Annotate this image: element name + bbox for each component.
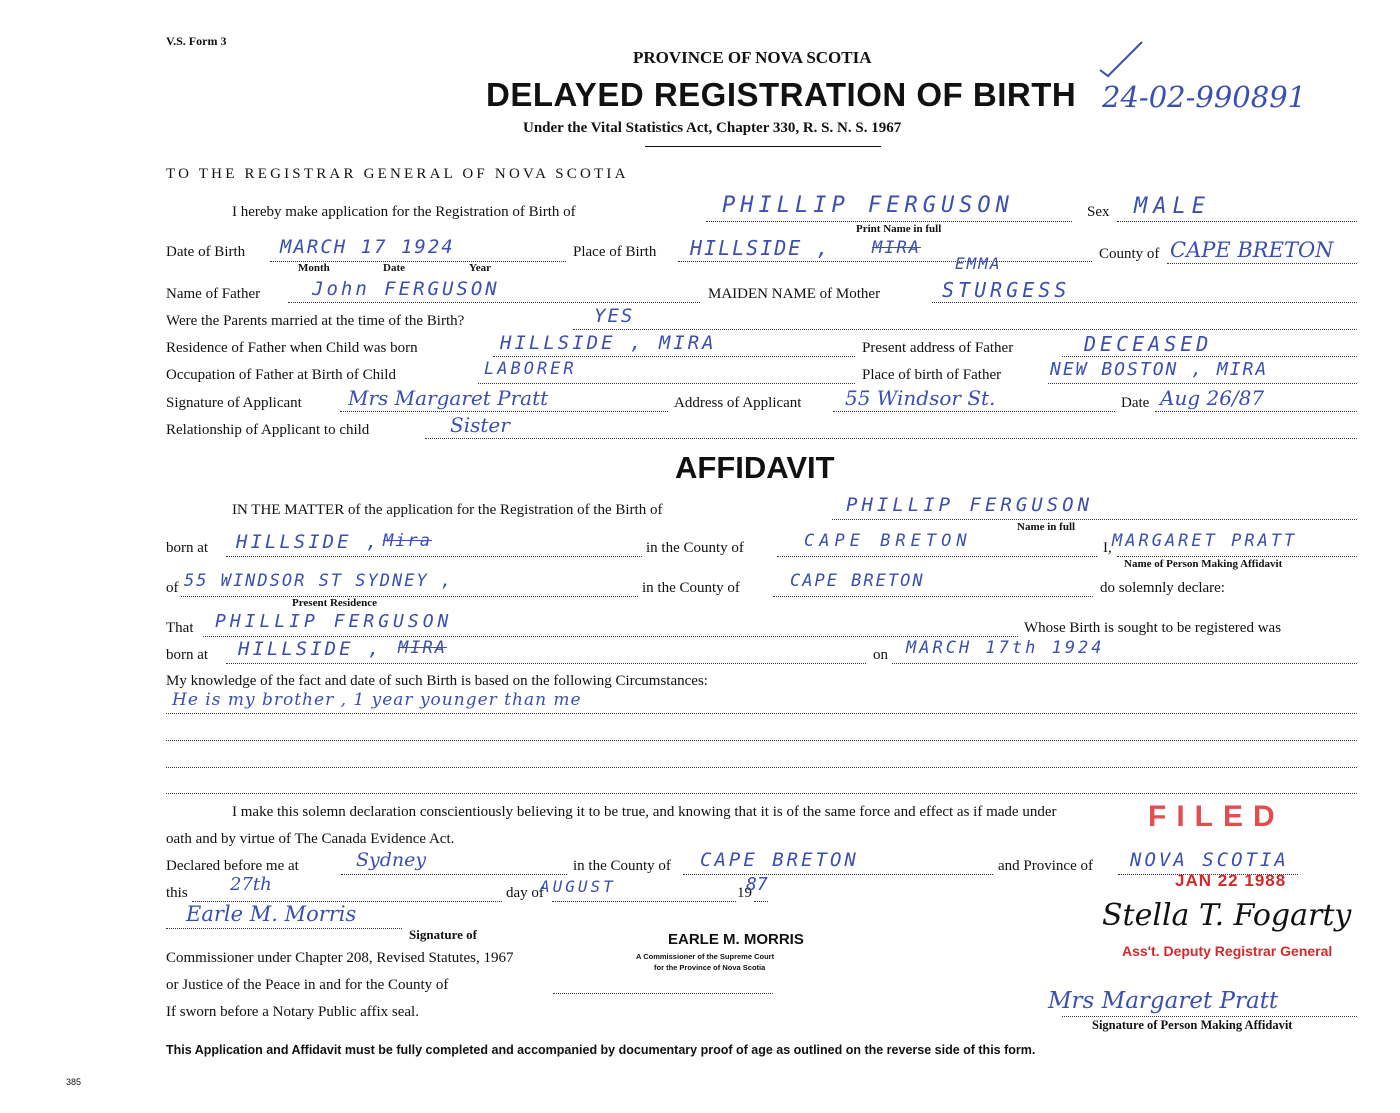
dotted-line xyxy=(777,556,1097,557)
dotted-line xyxy=(1062,356,1357,357)
label-date-sub: Date xyxy=(383,262,405,274)
dotted-line xyxy=(1117,556,1357,557)
label-solemn-2: oath and by virtue of The Canada Evidence Act. xyxy=(166,831,455,847)
label-month: Month xyxy=(298,262,330,274)
dotted-line xyxy=(166,767,1357,768)
value-declarant: MARGARET PRATT xyxy=(1112,531,1298,551)
dotted-line xyxy=(773,596,1093,597)
label-sex: Sex xyxy=(1087,204,1110,220)
label-county: County of xyxy=(1099,246,1160,262)
label-date-of-birth: Date of Birth xyxy=(166,244,246,260)
check-mark-icon xyxy=(1098,40,1146,80)
value-child-name: PHILLIP FERGUSON xyxy=(722,193,1014,218)
label-signature-person: Signature of Person Making Affidavit xyxy=(1092,1018,1293,1032)
dotted-line xyxy=(425,438,1357,439)
dotted-line xyxy=(1167,263,1357,264)
label-signature-applicant: Signature of Applicant xyxy=(166,395,302,411)
value-signature-applicant: Mrs Margaret Pratt xyxy=(348,386,549,410)
registrar-signature: Stella T. Fogarty xyxy=(1102,898,1352,933)
dotted-line xyxy=(478,383,855,384)
dotted-line xyxy=(166,713,1357,714)
dotted-line xyxy=(226,663,866,664)
label-apply: I hereby make application for the Registration of Birth of xyxy=(232,204,576,220)
dotted-line xyxy=(166,793,1357,794)
label-knowledge: My knowledge of the fact and date of such Birth is based on the following Circumstances: xyxy=(166,673,708,689)
form-number: V.S. Form 3 xyxy=(166,34,227,48)
affidavit-heading: AFFIDAVIT xyxy=(675,450,835,485)
value-date-of-birth: MARCH 17 1924 xyxy=(280,236,455,258)
dotted-line xyxy=(1117,221,1357,222)
footer-code: 385 xyxy=(66,1077,82,1087)
label-place-of-birth: Place of Birth xyxy=(573,244,657,260)
value-affidavit-county-2: CAPE BRETON xyxy=(790,571,925,591)
label-occupation: Occupation of Father at Birth of Child xyxy=(166,367,396,383)
stamp-registrar-title: Ass't. Deputy Registrar General xyxy=(1122,943,1333,959)
label-i: I, xyxy=(1103,540,1112,556)
value-on-date: MARCH 17th 1924 xyxy=(906,638,1105,658)
dotted-line xyxy=(932,302,1357,303)
value-county: CAPE BRETON xyxy=(1170,238,1334,262)
stamp-commissioner-line2: for the Province of Nova Scotia xyxy=(654,963,766,972)
dotted-line xyxy=(706,221,1072,222)
footer-note: This Application and Affidavit must be fully completed and accompanied by documentary proof of age as outlined on the reverse side of this form. xyxy=(166,1043,1036,1057)
label-declare: do solemnly declare: xyxy=(1100,580,1225,596)
dotted-line xyxy=(892,663,1357,664)
value-circumstance: He is my brother , 1 year younger than me xyxy=(172,690,582,710)
value-born-at: HILLSIDE , xyxy=(236,531,381,553)
label-signature-of: Signature of xyxy=(409,927,478,942)
dotted-line xyxy=(340,411,668,412)
stamp-filed-date: JAN 22 1988 xyxy=(1175,871,1287,890)
dotted-line xyxy=(553,993,773,994)
dotted-line xyxy=(678,261,1092,262)
dotted-line xyxy=(1062,1016,1357,1017)
registration-number: 24-02-990891 xyxy=(1102,80,1307,114)
value-father: John FERGUSON xyxy=(312,278,500,300)
title-rule xyxy=(645,146,881,147)
value-day: 27th xyxy=(230,874,272,895)
dotted-line xyxy=(166,928,402,929)
dotted-line xyxy=(166,740,1357,741)
value-relationship: Sister xyxy=(450,413,510,437)
dotted-line xyxy=(226,556,642,557)
value-married: YES xyxy=(594,305,635,327)
stamp-commissioner-name: EARLE M. MORRIS xyxy=(668,931,804,948)
label-print-name: Print Name in full xyxy=(856,223,942,235)
label-address-applicant: Address of Applicant xyxy=(674,395,802,411)
value-mother: STURGESS xyxy=(942,278,1071,302)
value-born-at-struck: Mira xyxy=(383,531,432,551)
value-province: NOVA SCOTIA xyxy=(1130,849,1289,871)
label-in-the-matter: IN THE MATTER of the application for the Registration of the Birth of xyxy=(232,502,663,518)
stamp-filed: FILED xyxy=(1148,800,1285,833)
value-place-birth-father: NEW BOSTON , MIRA xyxy=(1050,359,1269,380)
label-residence-father: Residence of Father when Child was born xyxy=(166,340,418,356)
value-declared-place: Sydney xyxy=(356,849,427,871)
commissioner-signature: Earle M. Morris xyxy=(186,902,357,926)
dotted-line xyxy=(754,901,768,902)
label-year: Year xyxy=(469,262,491,274)
label-that: That xyxy=(166,620,194,636)
value-mother-first: EMMA xyxy=(955,254,1002,273)
dotted-line xyxy=(573,329,1357,330)
label-born-at-2: born at xyxy=(166,647,209,663)
page-title: DELAYED REGISTRATION OF BIRTH xyxy=(486,76,1077,113)
label-present-residence: Present Residence xyxy=(292,597,378,609)
label-married: Were the Parents married at the time of the Birth? xyxy=(166,313,465,329)
addressee: TO THE REGISTRAR GENERAL OF NOVA SCOTIA xyxy=(166,166,629,182)
value-place-of-birth: HILLSIDE , xyxy=(690,236,831,260)
label-this: this xyxy=(166,885,188,901)
label-name-person: Name of Person Making Affidavit xyxy=(1124,558,1283,570)
value-present-address: DECEASED xyxy=(1084,332,1213,356)
label-present-address: Present address of Father xyxy=(862,340,1014,356)
value-affidavit-county-3: CAPE BRETON xyxy=(700,849,859,871)
label-of: of xyxy=(166,580,179,596)
dotted-line xyxy=(833,411,1115,412)
dotted-line xyxy=(683,874,993,875)
dotted-line xyxy=(1155,411,1357,412)
dotted-line xyxy=(341,874,567,875)
label-name-in-full: Name in full xyxy=(1017,521,1076,533)
label-in-county-3: in the County of xyxy=(573,858,671,874)
dotted-line xyxy=(493,356,855,357)
label-year-prefix: 19 xyxy=(737,885,752,901)
dotted-line xyxy=(552,901,736,902)
value-sex: MALE xyxy=(1134,194,1211,219)
subtitle: Under the Vital Statistics Act, Chapter 330, R. S. N. S. 1967 xyxy=(523,120,902,136)
dotted-line xyxy=(288,302,700,303)
value-month: AUGUST xyxy=(540,877,616,896)
label-justice: or Justice of the Peace in and for the County of xyxy=(166,977,449,993)
value-that: PHILLIP FERGUSON xyxy=(215,611,453,632)
province-heading: PROVINCE OF NOVA SCOTIA xyxy=(633,48,872,67)
label-province: and Province of xyxy=(998,858,1093,874)
value-address-applicant: 55 Windsor St. xyxy=(845,386,996,410)
label-commissioner: Commissioner under Chapter 208, Revised Statutes, 1967 xyxy=(166,950,514,966)
value-affidavit-name: PHILLIP FERGUSON xyxy=(846,494,1094,516)
label-solemn-1: I make this solemn declaration conscientiously believing it to be true, and knowing that it is of the same force and effect as if made under xyxy=(232,804,1057,820)
label-date: Date xyxy=(1121,395,1150,411)
dotted-line xyxy=(203,636,1018,637)
label-day-of: day of xyxy=(506,885,544,901)
declarant-signature: Mrs Margaret Pratt xyxy=(1048,988,1279,1014)
label-in-county: in the County of xyxy=(646,540,744,556)
label-whose-birth: Whose Birth is sought to be registered was xyxy=(1024,620,1282,636)
dotted-line xyxy=(1048,383,1357,384)
value-born-at-2-struck: MIRA xyxy=(398,638,447,658)
value-date: Aug 26/87 xyxy=(1160,386,1265,410)
dotted-line xyxy=(181,596,638,597)
value-affidavit-county: CAPE BRETON xyxy=(804,531,972,551)
value-place-of-birth-struck: MIRA xyxy=(872,238,921,258)
label-in-county-2: in the County of xyxy=(642,580,740,596)
stamp-commissioner-line1: A Commissioner of the Supreme Court xyxy=(636,952,775,961)
value-residence-father: HILLSIDE , MIRA xyxy=(500,332,717,354)
label-father: Name of Father xyxy=(166,286,261,302)
dotted-line xyxy=(832,519,1357,520)
label-notary: If sworn before a Notary Public affix seal. xyxy=(166,1004,419,1020)
value-occupation: LABORER xyxy=(484,359,577,379)
label-place-birth-father: Place of birth of Father xyxy=(862,367,1002,383)
label-born-at: born at xyxy=(166,540,209,556)
value-born-at-2: HILLSIDE , xyxy=(238,638,383,660)
value-year: 87 xyxy=(746,874,768,895)
label-on: on xyxy=(873,647,888,663)
label-maiden-name: MAIDEN NAME of Mother xyxy=(708,286,881,302)
label-declared-before: Declared before me at xyxy=(166,858,299,874)
label-relationship: Relationship of Applicant to child xyxy=(166,422,370,438)
value-residence: 55 WINDSOR ST SYDNEY , xyxy=(184,571,454,591)
